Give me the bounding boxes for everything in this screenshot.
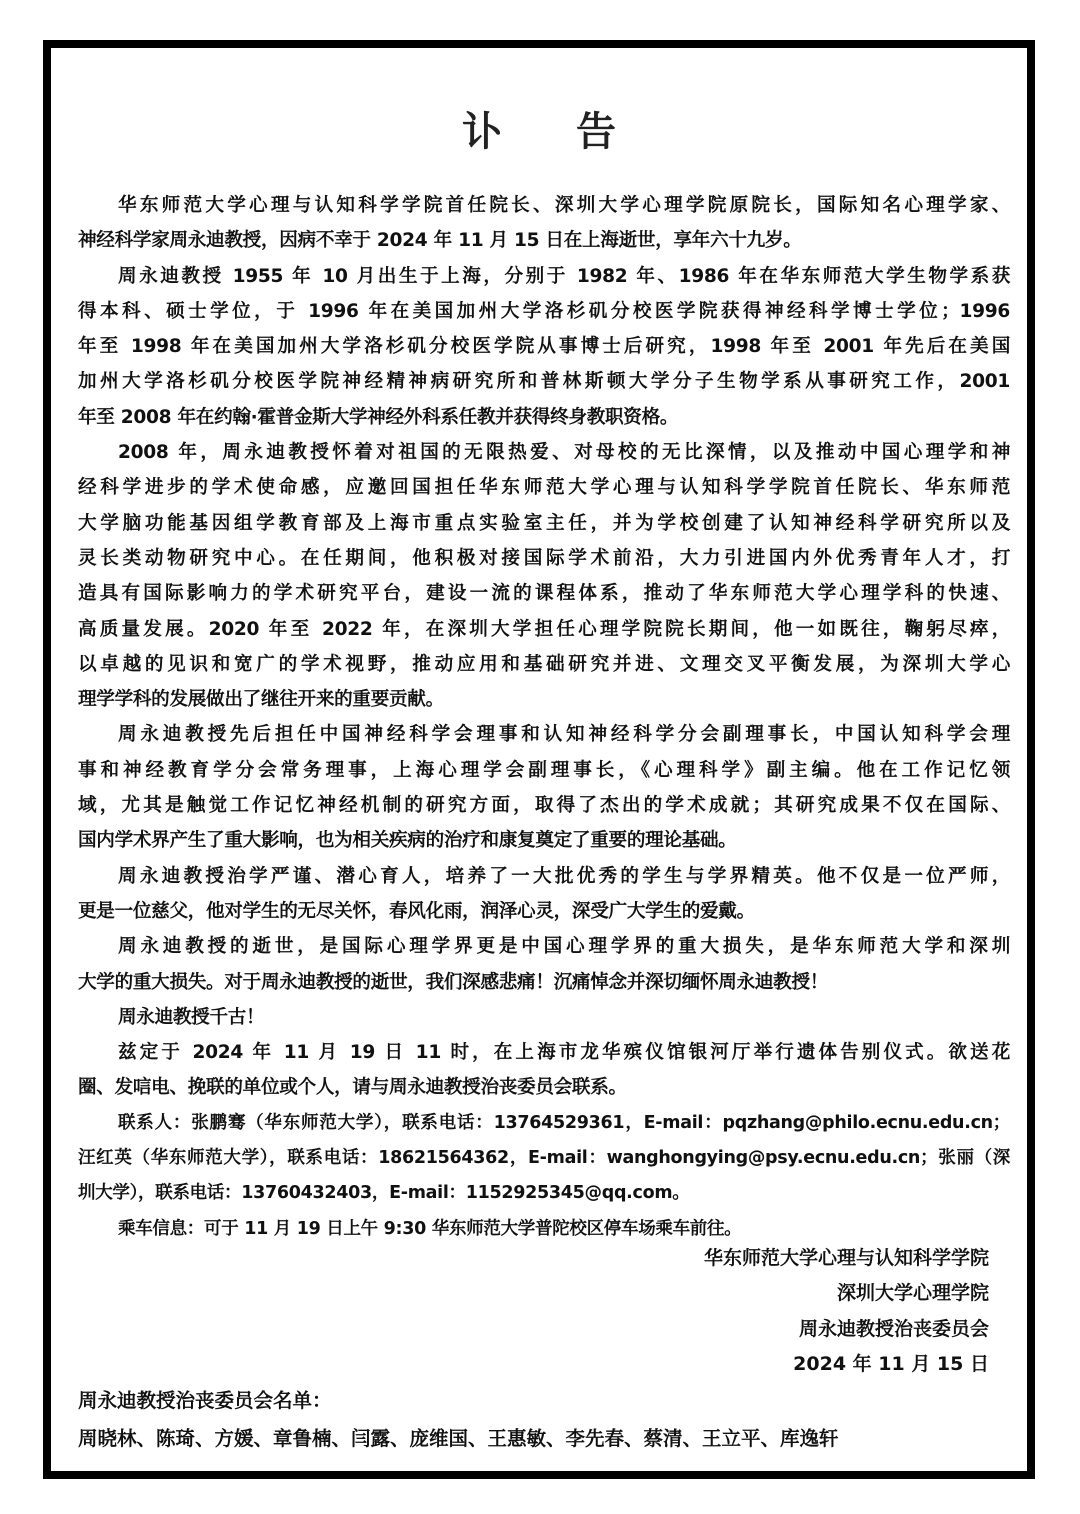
committee-list: [78, 1382, 1010, 1458]
paragraph-4-line: 国内学术界产生了重大影响，也为相关疾病的治疗和康复奠定了重要的理论基础。: [78, 830, 737, 852]
paragraph-2-line: 年至 1998 年在美国加州大学洛杉矶分校医学院从事博士后研究，1998 年至 2001 年先后在美国: [78, 336, 1010, 358]
contact-line: 圳大学），联系电话：13760432403，E-mail：1152925345@qq.com。: [78, 1183, 690, 1204]
paragraph-3-line: 造具有国际影响力的学术研究平台，建设一流的课程体系，推动了华东师范大学心理学科的快速、: [78, 583, 1010, 605]
paragraph-5-line: 更是一位慈父，他对学生的无尽关怀，春风化雨，润泽心灵，深受广大学生的爱戴。: [78, 900, 755, 922]
paragraph-3-line: 高质量发展。2020 年至 2022 年，在深圳大学担任心理学院院长期间，他一如既往，鞠躬尽瘁，: [78, 618, 1010, 640]
signature-block: [704, 1241, 989, 1382]
transport-info-line: 乘车信息：可于 11 月 19 日上午 9:30 华东师范大学普陀校区停车场乘车前往。: [118, 1218, 742, 1239]
paragraph-8-line: 兹定于 2024 年 11 月 19 日 11 时，在上海市龙华殡仪馆银河厅举行遗体告别仪式。欲送花: [118, 1042, 1010, 1064]
contact-line: 联系人：张鹏骞（华东师范大学），联系电话：13764529361，E-mail：pqzhang@philo.ecnu.edu.cn；: [118, 1112, 1010, 1133]
committee-members: 周晓林、陈琦、方媛、章鲁楠、闫露、庞维国、王惠敏、李先春、蔡清、王立平、库逸轩: [78, 1427, 839, 1450]
obituary-frame: [43, 40, 1035, 1479]
paragraph-3-line: 理学学科的发展做出了继往开来的重要贡献。: [78, 689, 444, 711]
signature-committee: 周永迪教授治丧委员会: [798, 1317, 989, 1340]
paragraph-6-line: 大学的重大损失。对于周永迪教授的逝世，我们深感悲痛！沉痛悼念并深切缅怀周永迪教授！: [78, 971, 829, 993]
paragraph-2-line: 加州大学洛杉矶分校医学院神经精神病研究所和普林斯顿大学分子生物学系从事研究工作，2001: [78, 371, 1010, 393]
paragraph-4-line: 域，尤其是触觉工作记忆神经机制的研究方面，取得了杰出的学术成就；其研究成果不仅在国际、: [78, 795, 1010, 817]
paragraph-4-line: 事和神经教育学分会常务理事，上海心理学会副理事长，《心理科学》副主编。他在工作记忆领: [78, 759, 1010, 781]
paragraph-7-line: 周永迪教授千古！: [118, 1006, 265, 1028]
paragraph-1-line: 华东师范大学心理与认知科学学院首任院长、深圳大学心理学院原院长，国际知名心理学家、: [118, 195, 1010, 216]
signature-org-szu: 深圳大学心理学院: [836, 1282, 989, 1305]
signature-org-ecnu: 华东师范大学心理与认知科学学院: [703, 1247, 989, 1269]
committee-heading: 周永迪教授治丧委员会名单：: [78, 1389, 332, 1412]
paragraph-3-line: 大学脑功能基因组学教育部及上海市重点实验室主任，并为学校创建了认知神经科学研究所以及: [78, 512, 1010, 534]
paragraph-4-line: 周永迪教授先后担任中国神经科学会理事和认知神经科学分会副理事长，中国认知科学会理: [118, 724, 1010, 746]
paragraph-5-line: 周永迪教授治学严谨、潜心育人，培养了一大批优秀的学生与学界精英。他不仅是一位严师，: [118, 865, 1010, 887]
paragraph-6-line: 周永迪教授的逝世，是国际心理学界更是中国心理学界的重大损失，是华东师范大学和深圳: [118, 936, 1010, 958]
paragraph-3-line: 以卓越的见识和宽广的学术视野，推动应用和基础研究并进、文理交叉平衡发展，为深圳大学心: [78, 653, 1010, 675]
contact-line: 汪红英（华东师范大学），联系电话：18621564362，E-mail：wanghongying@psy.ecnu.edu.cn；张丽（深: [78, 1148, 1010, 1169]
signature-date: 2024 年 11 月 15 日: [793, 1352, 989, 1375]
paragraph-2-line: 年至 2008 年在约翰·霍普金斯大学神经外科系任教并获得终身教职资格。: [78, 406, 679, 428]
paragraph-3-line: 2008 年，周永迪教授怀着对祖国的无限热爱、对母校的无比深情，以及推动中国心理学和神: [118, 442, 1010, 464]
paragraph-1-line: 神经科学家周永迪教授，因病不幸于 2024 年 11 月 15 日在上海逝世，享年六十九岁。: [78, 230, 802, 252]
obituary-body: [78, 188, 1010, 1247]
paragraph-3-line: 灵长类动物研究中心。在任期间，他积极对接国际学术前沿，大力引进国内外优秀青年人才，打: [78, 547, 1010, 569]
paragraph-2-line: 得本科、硕士学位，于 1996 年在美国加州大学洛杉矶分校医学院获得神经科学博士学位；1996: [78, 300, 1010, 322]
page-title: 讣告: [462, 109, 690, 155]
paragraph-2-line: 周永迪教授 1955 年 10 月出生于上海，分别于 1982 年、1986 年在华东师范大学生物学系获: [118, 265, 1010, 287]
paragraph-8-line: 圈、发唁电、挽联的单位或个人，请与周永迪教授治丧委员会联系。: [78, 1077, 627, 1099]
paragraph-3-line: 经科学进步的学术使命感，应邀回国担任华东师范大学心理与认知科学学院首任院长、华东师范: [78, 477, 1010, 499]
